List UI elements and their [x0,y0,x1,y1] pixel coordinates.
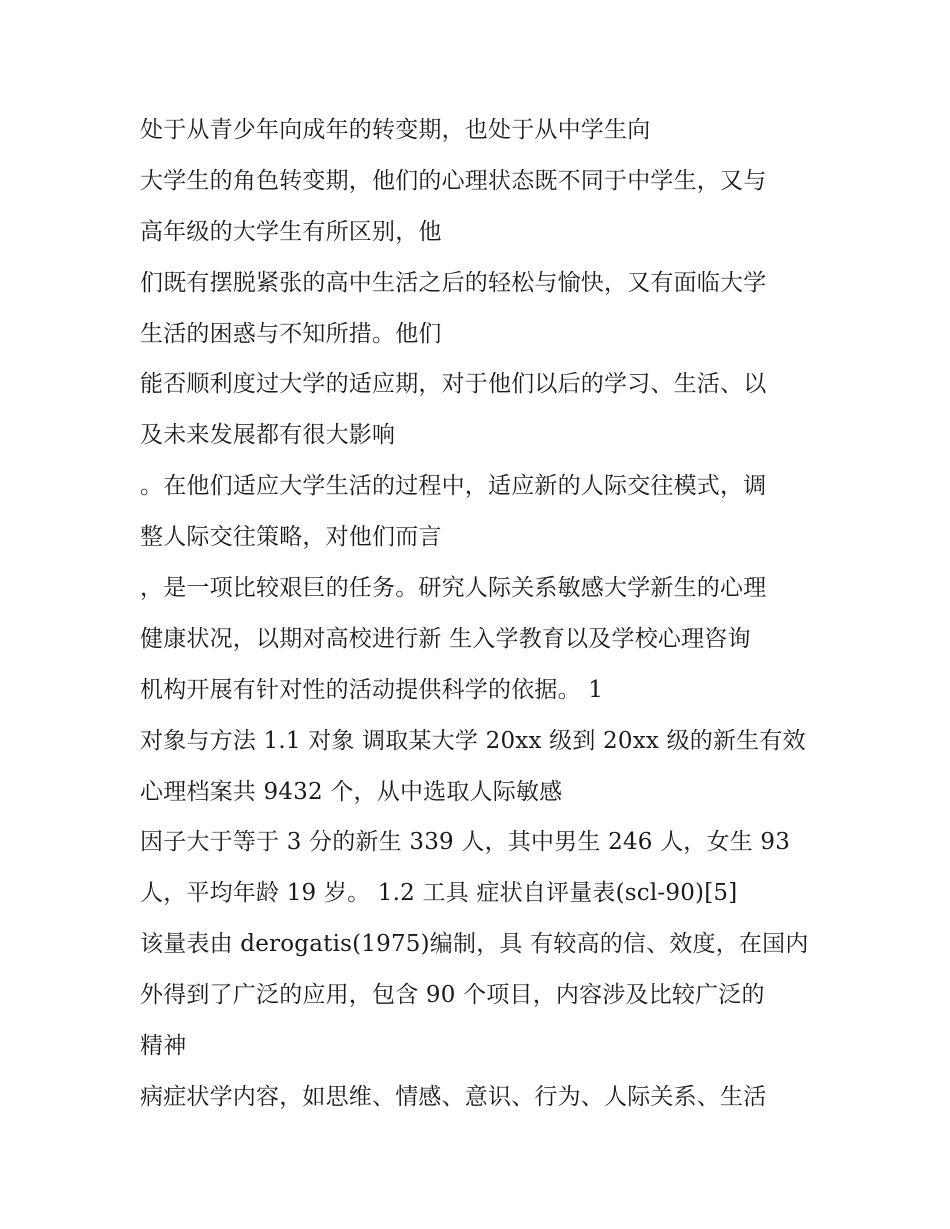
text-line: 机构开展有针对性的活动提供科学的依据。 1 [140,676,604,703]
text-line: 人，平均年龄 19 岁。 1.2 工具 症状自评量表(scl-90)[5] [140,880,738,907]
text-line: ，是一项比较艰巨的任务。研究人际关系敏感大学新生的心理 [140,575,767,602]
text-line: 及未来发展都有很大影响 [140,422,396,449]
text-line: 心理档案共 9432 个，从中选取人际敏感 [140,778,563,805]
text-line: 高年级的大学生有所区别，他 [140,218,442,245]
text-line: 病症状学内容，如思维、情感、意识、行为、人际关系、生活 [140,1083,767,1110]
text-line: 处于从青少年向成年的转变期，也处于从中学生向 [140,117,651,143]
text-line: 。在他们适应大学生活的过程中，适应新的人际交往模式，调 [140,473,767,500]
text-line: 外得到了广泛的应用，包含 90 个项目，内容涉及比较广泛的 [140,982,765,1009]
text-line: 该量表由 derogatis(1975)编制，具 有较高的信、效度，在国内 [140,931,809,958]
text-line: 们既有摆脱紧张的高中生活之后的轻松与愉快，又有面临大学 [140,269,767,296]
text-line: 整人际交往策略，对他们而言 [140,524,442,551]
document-body [140,109,820,1127]
text-line: 能否顺利度过大学的适应期，对于他们以后的学习、生活、以 [140,371,767,398]
text-line: 大学生的角色转变期，他们的心理状态既不同于中学生，又与 [140,167,767,194]
text-line: 因子大于等于 3 分的新生 339 人，其中男生 246 人，女生 93 [140,829,791,856]
text-line: 生活的困惑与不知所措。他们 [140,320,442,347]
text-line: 对象与方法 1.1 对象 调取某大学 20xx 级到 20xx 级的新生有效 [140,727,806,754]
text-line: 健康状况，以期对高校进行新 生入学教育以及学校心理咨询 [140,625,751,652]
text-line: 精神 [140,1033,187,1060]
